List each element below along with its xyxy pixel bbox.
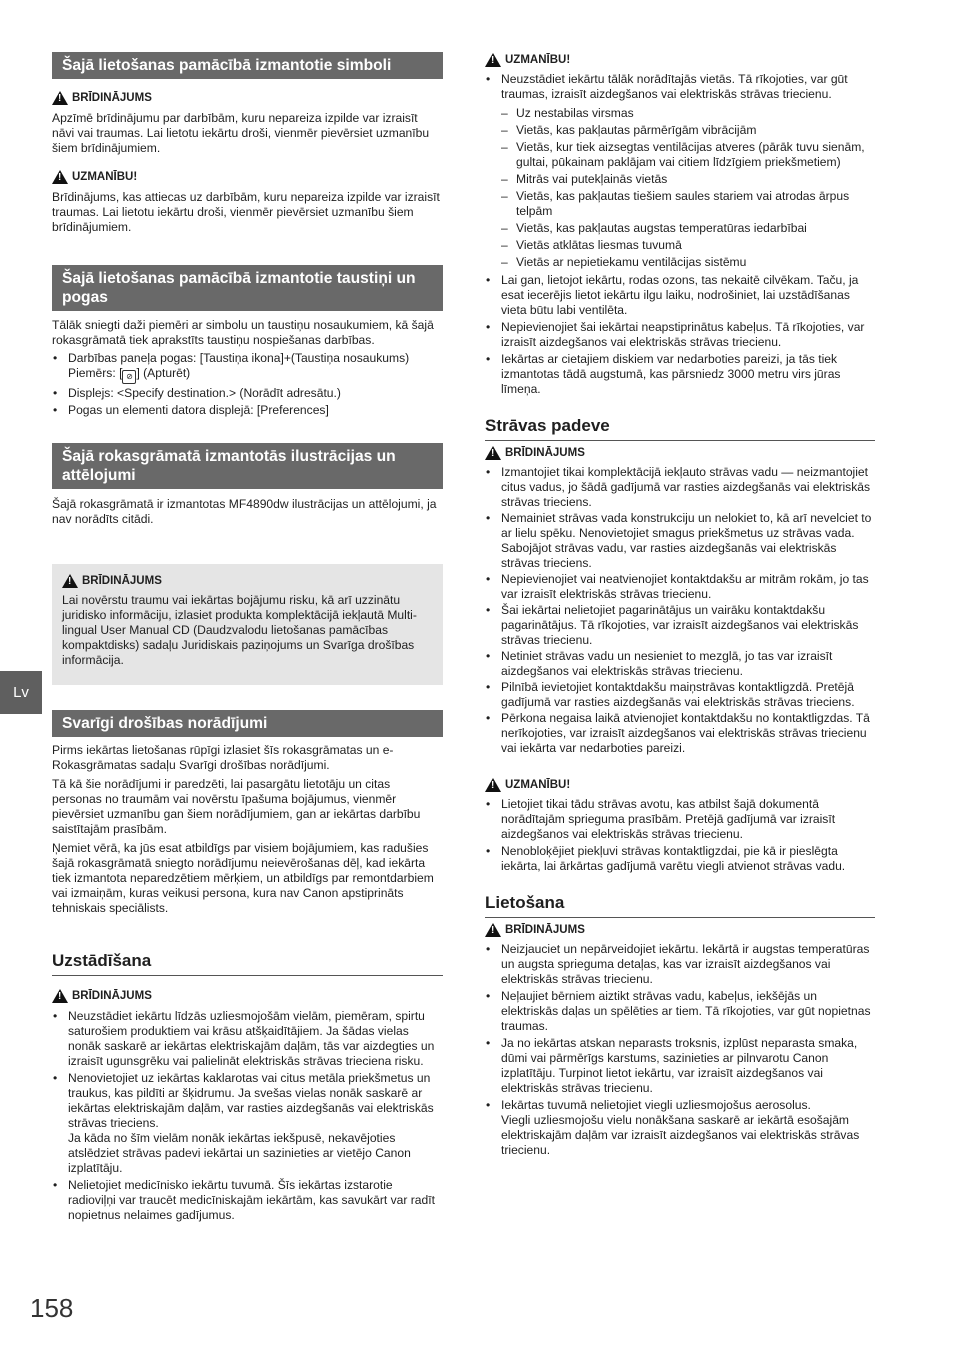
- list-item: – Mitrās vai putekļainās vietās: [485, 172, 875, 187]
- legal-warning-box: ! BRĪDINĀJUMS Lai novērstu traumu vai iekārtas bojājumu risku, kā arī uzzinātu juridisko informāciju, izlasiet produkta komplektācijā iekļautā Multi-lingual User Manual CD (Daudzvalodu lietošanas pamācības kompaktdisks) sadaļu Juridiskais paziņojums un Svarīga drošības informācija.: [52, 564, 443, 685]
- list-item: • Darbības paneļa pogas: [Taustiņa ikona]+(Taustiņa nosaukums) Piemērs: [ ⊘ ] (Apturēt): [52, 351, 443, 384]
- symbols-warning-text: Apzīmē brīdinājumu par darbībām, kuru nepareiza izpilde var izraisīt nāvi vai traumas. Lai lietotu iekārtu droši, vienmēr pievērsiet uzmanību šiem brīdinājumiem.: [52, 111, 430, 155]
- list-item: – Vietās ar nepietiekamu ventilācijas sistēmu: [485, 255, 875, 270]
- list-item: • Pilnībā ievietojiet kontaktdakšu maiņstrāvas kontaktligzdā. Pretējā gadījumā var rasties aizdegšanās vai elektriskās strāvas trieciens.: [485, 680, 875, 710]
- list-item: • Neizjauciet un nepārveidojiet iekārtu. Iekārtā ir augstas temperatūras un augsta sprieguma detaļas, kas var izraisīt aizdegšanos vai elektriskās strāvas triecienu.: [485, 942, 875, 987]
- list-item: • Nenovietojiet uz iekārtas kaklarotas vai citus metāla priekšmetus un traukus, kas pildīti ar šķidrumu. Ja svešas vielas nonāk saskarē ar iekārtas elektriskajām daļām, var rasties aizdegšanās vai elektriskās strāvas trieciens. Ja kāda no šīm vielām nonāk iekārtas iekšpusē, nekavējoties atslēdziet strāvas padevi iekārtai un sazinieties ar vietējo Canon izplatītāju.: [52, 1071, 443, 1176]
- section-title-symbols: Šajā lietošanas pamācībā izmantotie simboli: [52, 52, 443, 79]
- safety-paragraph: Pirms iekārtas lietošanas rūpīgi izlasiet šīs rokasgrāmatas un e-Rokasgrāmatas sadaļu Svarīgi drošības norādījumi.: [52, 743, 394, 772]
- language-tab: Lv: [0, 671, 42, 714]
- list-item: – Vietās, kas pakļautas augstas temperatūras iedarbībai: [485, 221, 875, 236]
- list-item: • Neļaujiet bērniem aiztikt strāvas vadu, kabeļus, iekšējās un elektriskās daļas un spēlēties ar tiem. Tā rīkojoties, var gūt nopietnas traumas.: [485, 989, 875, 1034]
- list-item: • Nepievienojiet vai neatvienojiet kontaktdakšu ar mitrām rokām, jo tas var izraisīt elektriskās strāvas triecienu.: [485, 572, 875, 602]
- keys-body: [52, 318, 443, 418]
- warning-icon: [52, 989, 68, 1003]
- list-item: • Netiniet strāvas vadu un nesieniet to mezglā, jo tas var izraisīt aizdegšanos vai elektriskās strāvas triecienu.: [485, 649, 875, 679]
- warning-icon: [485, 446, 501, 460]
- usage-warning: ! BRĪDINĀJUMS • Neizjauciet un nepārveidojiet iekārtu. Iekārtā ir augstas temperatūras un augsta sprieguma detaļas, kas var izraisīt aizdegšanos vai elektriskās strāvas triecienu. • Neļaujiet bērniem aiztikt strāvas vadu, kabeļus, iekšējās un elektriskās daļas un spēlēties ar tiem. Tā rīkojoties, var gūt nopietnas traumas. • Ja no iekārtas atskan neparasts troksnis, izplūst neparasta smaka, dūmi vai pārmērīgs karstums, sazinieties ar pilnvarotu Canon izplatītāju. Turpinot lietot iekārtu, var izraisīt aizdegšanos vai elektriskās strāvas triecienu. • Iekārtas tuvumā nelietojiet viegli uzliesmojošus aerosolus. Viegli uzliesmojošu vielu nonākšana saskarē ar iekārtā esošajām elektriskajām daļām var izraisīt aizdegšanos vai elektriskās strāvas triecienu.: [485, 923, 875, 1158]
- list-item: • Pērkona negaisa laikā atvienojiet kontaktdakšu no kontaktligzdas. Tā nerīkojoties, var izraisīt aizdegšanos vai elektriskās strāvas triecienu vai iekārta var nedarboties pareizi.: [485, 711, 875, 756]
- symbols-caution-text: Brīdinājums, kas attiecas uz darbībām, kuru nepareiza izpilde var izraisīt traumas. Lai lietotu iekārtu droši, vienmēr pievērsiet uzmanību šiem brīdinājumiem.: [52, 190, 440, 234]
- list-item: • Izmantojiet tikai komplektācijā iekļauto strāvas vadu — neizmantojiet citus vadus, jo šādā gadījumā var rasties aizdegšanās vai elektriskās strāvas trieciens.: [485, 465, 875, 510]
- warning-icon: [52, 91, 68, 105]
- page-number: 158: [30, 1293, 74, 1323]
- list-item: • Iekārtas tuvumā nelietojiet viegli uzliesmojošus aerosolus. Viegli uzliesmojošu vielu nonākšana saskarē ar iekārtā esošajām elektriskajām daļām var izraisīt aizdegšanos vai elektriskās strāvas triecienu.: [485, 1098, 875, 1158]
- keys-list: [52, 351, 443, 418]
- list-item: • Šai iekārtai nelietojiet pagarinātājus un vairāku kontaktdakšu pagarinātājus. Tā rīkojoties, var izraisīt aizdegšanos vai elektriskās strāvas triecienu.: [485, 603, 875, 648]
- list-item: • Ja no iekārtas atskan neparasts troksnis, izplūst neparasta smaka, dūmi vai pārmērīgs karstums, sazinieties ar pilnvarotu Canon izplatītāju. Turpinot lietot iekārtu, var izraisīt aizdegšanos vai elektriskās strāvas triecienu.: [485, 1036, 875, 1096]
- safety-body: [52, 743, 443, 916]
- keys-intro: Tālāk sniegti daži piemēri ar simbolu un taustiņu nosaukumiem, kā šajā rokasgrāmatā tiek aprakstīts taustiņu nospiešanas darbības.: [52, 318, 434, 347]
- installation-caution: ! UZMANĪBU! • Neuzstādiet iekārtu tālāk norādītajās vietās. Tā rīkojoties, var gūt traumas, izraisīt aizdegšanos vai elektriskās strāvas triecienu. – Uz nestabilas virsmas – Vietās, kas pakļautas pārmērīgām vibrācijām – Vietās, kur tiek aizsegtas ventilācijas atveres (pārāk tuvu sienām, gultai, pūkainam paklājam vai citiem līdzīgiem priekšmetiem) – Mitrās vai putekļainās vietās – Vietās, kas pakļautas tiešiem saules stariem vai atrodas ārpus telpām – Vietās, kas pakļautas augstas temperatūras iedarbībai – Vietās atklātas liesmas tuvumā – Vietās ar nepietiekamu ventilācijas sistēmu • Lai gan, lietojot iekārtu, rodas ozons, tas nekaitē cilvēkam. Taču, ja esat iecerējis lietot iekārtu ilgu laiku, nodrošiniet, lai uzstādīšanas vieta būtu labi ventilēta. • Nepievienojiet šai iekārtai neapstiprinātus kabeļus. Tā rīkojoties, var izraisīt aizdegšanos vai elektriskās strāvas triecienu. • Iekārtas ar cietajiem diskiem var nedarboties pareizi, ja tās tiek izmantotas tādā augstumā, kas pārsniedz 3000 metru virs jūras līmeņa.: [485, 53, 875, 397]
- symbols-caution: ! UZMANĪBU! Brīdinājums, kas attiecas uz darbībām, kuru nepareiza izpilde var izraisīt traumas. Lai lietotu iekārtu droši, vienmēr pievērsiet uzmanību šiem brīdinājumiem.: [52, 170, 443, 235]
- caution-icon: [485, 778, 501, 792]
- power-caution: ! UZMANĪBU! • Lietojiet tikai tādu strāvas avotu, kas atbilst šajā dokumentā norādītajām sprieguma prasībām. Pretējā gadījumā var izraisīt aizdegšanos vai elektriskās strāvas triecienu. • Nenobloķējiet piekļuvi strāvas kontaktligzdai, pie kā ir pieslēgta iekārta, lai ārkārtas gadījumā varētu viegli atvienot strāvas vadu.: [485, 778, 875, 874]
- section-title-keys: Šajā lietošanas pamācībā izmantotie taustiņi un pogas: [52, 265, 443, 311]
- list-item: – Vietās, kur tiek aizsegtas ventilācijas atveres (pārāk tuvu sienām, gultai, pūkainam paklājam vai citiem līdzīgiem priekšmetiem): [485, 140, 875, 170]
- heading-installation: Uzstādīšana: [52, 951, 443, 976]
- list-item: • Neuzstādiet iekārtu līdzās uzliesmojošām vielām, piemēram, spirtu saturošiem produktiem vai krāsu atšķaidītājiem. Ja šādas vielas nonāk saskarē ar iekārtas elektriskajām daļām, tās var aizdegties un izraisīt ugunsgrēku vai palielināt elektriskās strāvas trieciena risku.: [52, 1009, 443, 1069]
- legal-warning-text: Lai novērstu traumu vai iekārtas bojājumu risku, kā arī uzzinātu juridisko informāciju, izlasiet produkta komplektācijā iekļautā Multi-lingual User Manual CD (Daudzvalodu lietošanas pamācības kompaktdisks) sadaļu Juridiskais paziņojums un Svarīga drošības informācija.: [62, 593, 417, 667]
- stop-key-icon: ⊘: [122, 370, 136, 384]
- list-item: • Nemainiet strāvas vada konstrukciju un nelokiet to, kā arī nevelciet to ar lielu spēku. Nenovietojiet smagus priekšmetus uz strāvas vada. Sabojājot strāvas vadu, var rasties aizdegšanās vai elektriskās strāvas trieciens.: [485, 511, 875, 571]
- power-warning: ! BRĪDINĀJUMS • Izmantojiet tikai komplektācijā iekļauto strāvas vadu — neizmantojiet citus vadus, jo šādā gadījumā var rasties aizdegšanās vai elektriskās strāvas trieciens. • Nemainiet strāvas vada konstrukciju un nelokiet to, kā arī nevelciet to ar lielu spēku. Nenovietojiet smagus priekšmetus uz strāvas vada. Sabojājot strāvas vadu, var rasties aizdegšanās vai elektriskās strāvas trieciens. • Nepievienojiet vai neatvienojiet kontaktdakšu ar mitrām rokām, jo tas var izraisīt elektriskās strāvas triecienu. • Šai iekārtai nelietojiet pagarinātājus un vairāku kontaktdakšu pagarinātājus. Tā rīkojoties, var izraisīt aizdegšanos vai elektriskās strāvas triecienu. • Netiniet strāvas vadu un nesieniet to mezglā, jo tas var izraisīt aizdegšanos vai elektriskās strāvas triecienu. • Pilnībā ievietojiet kontaktdakšu maiņstrāvas kontaktligzdā. Pretējā gadījumā var rasties aizdegšanās vai elektriskās strāvas trieciens. • Pērkona negaisa laikā atvienojiet kontaktdakšu no kontaktligzdas. Tā nerīkojoties, var izraisīt aizdegšanos vai elektriskās strāvas triecienu vai iekārta var nedarboties pareizi.: [485, 446, 875, 756]
- list-item: – Vietās, kas pakļautas pārmērīgām vibrācijām: [485, 123, 875, 138]
- list-item: • Lai gan, lietojot iekārtu, rodas ozons, tas nekaitē cilvēkam. Taču, ja esat iecerējis lietot iekārtu ilgu laiku, nodrošiniet, lai uzstādīšanas vieta būtu labi ventilēta.: [485, 273, 875, 318]
- list-item: – Vietās, kas pakļautas tiešiem saules stariem vai atrodas ārpus telpām: [485, 189, 875, 219]
- installation-warning: ! BRĪDINĀJUMS • Neuzstādiet iekārtu līdzās uzliesmojošām vielām, piemēram, spirtu saturošiem produktiem vai krāsu atšķaidītājiem. Ja šādas vielas nonāk saskarē ar iekārtas elektriskajām daļām, tās var aizdegties un izraisīt ugunsgrēku vai palielināt elektriskās strāvas trieciena risku. • Nenovietojiet uz iekārtas kaklarotas vai citus metāla priekšmetus un traukus, kas pildīti ar šķidrumu. Ja svešas vielas nonāk saskarē ar iekārtas elektriskajām daļām, var rasties aizdegšanās vai elektriskās strāvas trieciens. Ja kāda no šīm vielām nonāk iekārtas iekšpusē, nekavējoties atslēdziet strāvas padevi iekārtai un sazinieties ar vietējo Canon izplatītāju. • Nelietojiet medicīnisko iekārtu tuvumā. Šīs iekārtas izstarotie radioviļņi var traucēt medicīniskajām iekārtām, kas savukārt var radīt nopietnus nelaimes gadījumus.: [52, 989, 443, 1223]
- illustrations-text: Šajā rokasgrāmatā ir izmantotas MF4890dw ilustrācijas un attēlojumi, ja nav norādīts citādi.: [52, 497, 437, 526]
- list-item: • Neuzstādiet iekārtu tālāk norādītajās vietās. Tā rīkojoties, var gūt traumas, izraisīt aizdegšanos vai elektriskās strāvas triecienu.: [485, 72, 875, 102]
- list-item: – Uz nestabilas virsmas: [485, 106, 875, 121]
- list-item: – Vietās atklātas liesmas tuvumā: [485, 238, 875, 253]
- list-item: • Nenobloķējiet piekļuvi strāvas kontaktligzdai, pie kā ir pieslēgta iekārta, lai ārkārtas gadījumā varētu viegli atvienot strāvas vadu.: [485, 844, 875, 874]
- list-item: • Pogas un elementi datora displejā: [Preferences]: [52, 403, 443, 418]
- symbols-warning: ! BRĪDINĀJUMS Apzīmē brīdinājumu par darbībām, kuru nepareiza izpilde var izraisīt nāvi vai traumas. Lai lietotu iekārtu droši, vienmēr pievērsiet uzmanību šiem brīdinājumiem.: [52, 91, 443, 156]
- caution-icon: [485, 53, 501, 67]
- list-item: • Nepievienojiet šai iekārtai neapstiprinātus kabeļus. Tā rīkojoties, var izraisīt aizdegšanos vai elektriskās strāvas triecienu.: [485, 320, 875, 350]
- heading-power-supply: Strāvas padeve: [485, 416, 875, 441]
- list-item: • Iekārtas ar cietajiem diskiem var nedarboties pareizi, ja tās tiek izmantotas tādā augstumā, kas pārsniedz 3000 metru virs jūras līmeņa.: [485, 352, 875, 397]
- safety-paragraph: Ņemiet vērā, ka jūs esat atbildīgs par visiem bojājumiem, kas radušies šajā rokasgrāmatā sniegto norādījumu neievērošanas dēļ, kad iekārta tiek izmantota neparedzētiem mērķiem, un atbildīgs par remontdarbiem vai izmaiņām, kuras veikusi persona, kura nav Canon apstiprināts tehniskais speciālists.: [52, 841, 434, 915]
- section-title-illustrations: Šajā rokasgrāmatā izmantotās ilustrācijas un attēlojumi: [52, 443, 443, 489]
- heading-usage: Lietošana: [485, 893, 875, 918]
- section-title-safety: Svarīgi drošības norādījumi: [52, 710, 443, 737]
- list-item: • Lietojiet tikai tādu strāvas avotu, kas atbilst šajā dokumentā norādītajām sprieguma prasībām. Pretējā gadījumā var izraisīt aizdegšanos vai elektriskās strāvas triecienu.: [485, 797, 875, 842]
- list-item: • Nelietojiet medicīnisko iekārtu tuvumā. Šīs iekārtas izstarotie radioviļņi var traucēt medicīniskajām iekārtām, kas savukārt var radīt nopietnus nelaimes gadījumus.: [52, 1178, 443, 1223]
- location-list: [485, 106, 875, 270]
- safety-paragraph: Tā kā šie norādījumi ir paredzēti, lai pasargātu lietotāju un citas personas no traumām vai novērstu īpašuma bojājumus, vienmēr pievērsiet uzmanību gan šiem norādījumiem, gan ar iekārtas darbību saistītajām prasībām.: [52, 777, 421, 836]
- list-item: • Displejs: <Specify destination.> (Norādīt adresātu.): [52, 386, 443, 401]
- caution-icon: [52, 170, 68, 184]
- warning-icon: [485, 923, 501, 937]
- warning-icon: [62, 574, 78, 588]
